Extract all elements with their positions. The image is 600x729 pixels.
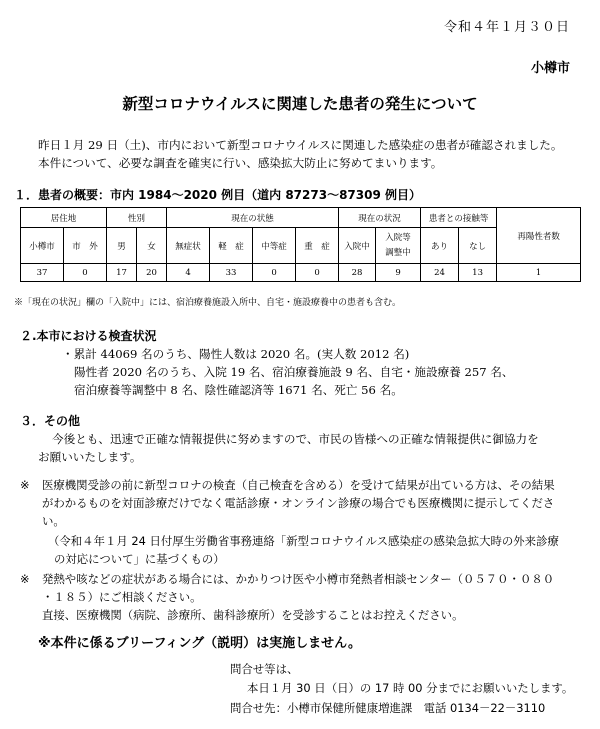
header-status: 現在の状況 [339, 208, 421, 228]
issuer-name: 小樽市 [530, 61, 570, 76]
value-hospitalized: 28 [339, 264, 376, 282]
subheader-otaru: 小樽市 [21, 228, 64, 264]
table-footnote: ※「現在の状況」欄の「入院中」には、宿泊療養施設入所中、自宅・施設療養中の患者も含む。 [14, 298, 402, 308]
value-female: 20 [137, 264, 167, 282]
intro-line-1: 昨日１月 29 日（土)、市内において新型コロナウイルスに関連した感染症の患者が確認されました。 [38, 138, 563, 152]
section-2-line-1: ・累計 44069 名のうち、陽性人数は 2020 名。(実人数 2012 名) [62, 347, 410, 361]
value-severe: 0 [296, 264, 339, 282]
document-date: 令和４年１月３０日 [443, 20, 570, 35]
value-outside-city: 0 [64, 264, 107, 282]
subheader-contact-yes: あり [421, 228, 459, 264]
notice-2-line-1: 発熱や咳などの症状がある場合には、かかりつけ医や小樽市発熱者相談センター（０５７０・０８０ [42, 572, 555, 586]
notice-1-line-3: い。 [42, 514, 65, 528]
briefing-notice: ※本件に係るブリーフィング（説明）は実施しません。 [38, 636, 361, 651]
subheader-male: 男 [107, 228, 137, 264]
value-adjusting: 9 [376, 264, 421, 282]
notice-2-line-3: 直接、医療機関（病院、診療所、歯科診療所）を受診することはお控えください。 [42, 608, 464, 622]
patient-summary-table [20, 207, 581, 282]
intro-line-2: 本件について、必要な調査を確実に行い、感染拡大防止に努めてまいります。 [38, 156, 443, 170]
header-repositive: 再陽性者数 [497, 208, 581, 264]
notice-2-line-2: ・１８５）にご相談ください。 [42, 590, 202, 604]
contact-line-1: 問合せ等は、 [230, 662, 299, 676]
subheader-outside-city: 市 外 [64, 228, 107, 264]
header-residence: 居住地 [21, 208, 107, 228]
section-2-line-3: 宿泊療養等調整中 8 名、陰性確認済等 1671 名、死亡 56 名。 [74, 383, 403, 397]
value-male: 17 [107, 264, 137, 282]
document-title: 新型コロナウイルスに関連した患者の発生について [122, 95, 478, 113]
notice-1-line-2: がわかるものを対面診療だけでなく電話診療・オンライン診療の場合でも医療機関に提示してくださ [42, 496, 555, 510]
notice-1-line-4: （令和４年１月 24 日付厚生労働省事務連絡「新型コロナウイルス感染症の感染急拡大時の外来診療 [48, 534, 559, 548]
value-moderate: 0 [253, 264, 296, 282]
subheader-asymptomatic: 無症状 [167, 228, 210, 264]
contact-line-2: 本日１月 30 日（日）の 17 時 00 分までにお願いいたします。 [247, 681, 574, 695]
value-asymptomatic: 4 [167, 264, 210, 282]
notice-1-line-5: の対応について」に基づくもの） [54, 552, 225, 566]
section-3-line-1: 今後とも、迅速で正確な情報提供に努めますので、市民の皆様への正確な情報提供に御協力を [52, 432, 539, 446]
notice-2-mark: ※ [20, 572, 30, 586]
subheader-adjusting: 入院等 調整中 [376, 228, 421, 264]
header-contact: 患者との接触等 [421, 208, 497, 228]
value-mild: 33 [210, 264, 253, 282]
value-contact-yes: 24 [421, 264, 459, 282]
notice-1-line-1: 医療機関受診の前に新型コロナの検査（自己検査を含める）を受けて結果が出ている方は、その結果 [42, 478, 555, 492]
subheader-severe: 重 症 [296, 228, 339, 264]
subheader-female: 女 [137, 228, 167, 264]
header-condition: 現在の状態 [167, 208, 339, 228]
section-3-line-2: お願いいたします。 [38, 450, 142, 464]
notice-1-mark: ※ [20, 478, 30, 492]
subheader-mild: 軽 症 [210, 228, 253, 264]
subheader-hospitalized: 入院中 [339, 228, 376, 264]
value-otaru: 37 [21, 264, 64, 282]
subheader-contact-no: なし [459, 228, 497, 264]
section-2-line-2: 陽性者 2020 名のうち、入院 19 名、宿泊療養施設 9 名、自宅・施設療養 257 名、 [74, 365, 514, 379]
section-3-heading: ３．その他 [20, 414, 81, 428]
section-2-heading: ２.本市における検査状況 [20, 329, 157, 343]
value-contact-no: 13 [459, 264, 497, 282]
contact-line-3: 問合せ先：小樽市保健所健康増進課 電話 0134－22－3110 [230, 701, 546, 715]
header-gender: 性別 [107, 208, 167, 228]
section-1-heading: １．患者の概要：市内 1984～2020 例目（道内 87273～87309 例目） [14, 188, 422, 202]
value-repositive: 1 [497, 264, 581, 282]
subheader-moderate: 中等症 [253, 228, 296, 264]
